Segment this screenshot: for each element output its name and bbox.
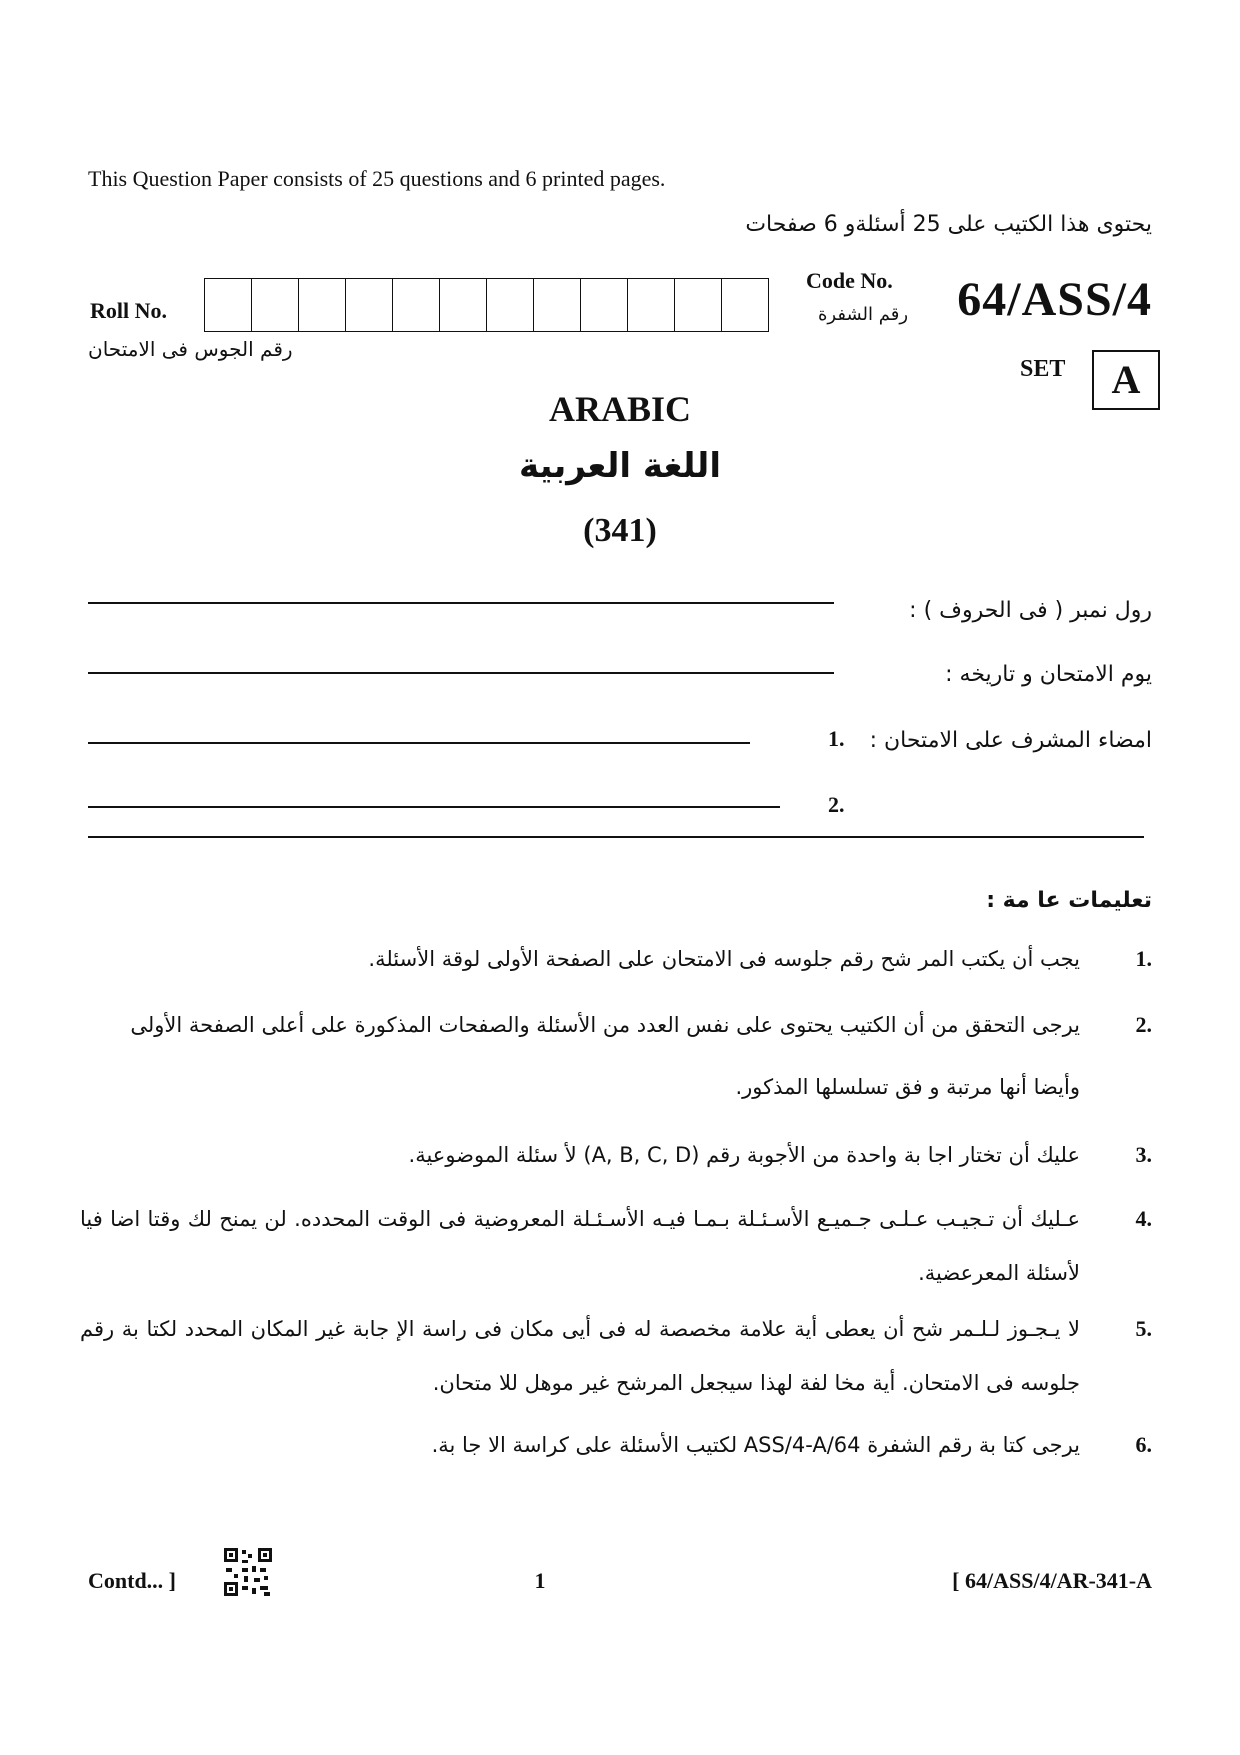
signature-2-line[interactable] bbox=[88, 806, 780, 808]
instruction-text: عـليك أن تـجيـب عـلـى جـميـع الأسـئـلة بـمـا فيـه الأسـئـلة المعروضية فى الوقت المحدده. لن يمنح لك وقتا اضا فيا لأسئلة المعرعضية. bbox=[80, 1207, 1080, 1285]
instruction-text: يجب أن يكتب المر شح رقم جلوسه فى الامتحان على الصفحة الأولى لوقة الأسئلة. bbox=[368, 947, 1080, 971]
roll-in-words-line[interactable] bbox=[88, 602, 834, 604]
paper-info-arabic: يحتوى هذا الكتيب على 25 أسئلةو 6 صفحات bbox=[745, 212, 1152, 237]
instruction-text: لا يـجـوز لـلـمر شح أن يعطى أية علامة مخصصة له فى أيى مكان فى راسة الإ جابة غير المكان المحدد لكتا بة رقم جلوسه فى الامتحان. أية مخا لفة لهذا سيجعل المرشح غير موهل للا متحان. bbox=[80, 1317, 1080, 1395]
signature-1-line[interactable] bbox=[88, 742, 750, 744]
paper-reference-code: [ 64/ASS/4/AR-341-A bbox=[952, 1568, 1152, 1593]
code-number-label: Code No. bbox=[806, 268, 893, 293]
continued-marker: Contd... ] bbox=[88, 1568, 177, 1593]
code-number: 64/ASS/4 bbox=[957, 273, 1152, 326]
exam-date-line[interactable] bbox=[88, 672, 834, 674]
page-number: 1 bbox=[534, 1568, 546, 1593]
code-number-label-arabic: رقم الشفرة bbox=[818, 304, 909, 325]
exam-date-label: يوم الامتحان و تاريخه : bbox=[945, 662, 1152, 687]
subject-title-arabic: اللغة العربية bbox=[519, 446, 721, 486]
roll-digit-box[interactable] bbox=[628, 279, 675, 331]
instruction-number: 2. bbox=[1135, 1012, 1152, 1037]
signature-1-number: 1. bbox=[828, 726, 845, 751]
roll-number-label-arabic: رقم الجوس فى الامتحان bbox=[88, 337, 293, 361]
instruction-text-continued: وأيضا أنها مرتبة و فق تسلسلها المذكور. bbox=[735, 1075, 1080, 1099]
instruction-number: 1. bbox=[1135, 946, 1152, 971]
signature-2-number: 2. bbox=[828, 792, 845, 817]
roll-number-boxes[interactable] bbox=[204, 278, 769, 332]
instruction-number: 5. bbox=[1135, 1316, 1152, 1341]
subject-code: (341) bbox=[583, 512, 657, 549]
roll-digit-box[interactable] bbox=[487, 279, 534, 331]
instruction-number: 4. bbox=[1135, 1206, 1152, 1231]
roll-digit-box[interactable] bbox=[393, 279, 440, 331]
roll-digit-box[interactable] bbox=[581, 279, 628, 331]
roll-digit-box[interactable] bbox=[534, 279, 581, 331]
set-label: SET bbox=[1020, 356, 1066, 382]
instructions-heading: تعليمات عا مة : bbox=[986, 888, 1152, 913]
section-divider bbox=[88, 836, 1144, 838]
roll-number-label: Roll No. bbox=[90, 298, 167, 323]
roll-digit-box[interactable] bbox=[346, 279, 393, 331]
subject-title-english: ARABIC bbox=[548, 389, 691, 429]
paper-info-english: This Question Paper consists of 25 questions and 6 printed pages. bbox=[88, 166, 666, 191]
instruction-text: يرجى التحقق من أن الكتيب يحتوى على نفس العدد من الأسئلة والصفحات المذكورة على أعلى الصفحة الأولى bbox=[130, 1013, 1080, 1037]
roll-in-words-label: رول نمبر ( فى الحروف ) : bbox=[909, 598, 1152, 623]
instruction-number: 3. bbox=[1135, 1142, 1152, 1167]
set-value-box: A bbox=[1092, 350, 1160, 410]
roll-digit-box[interactable] bbox=[440, 279, 487, 331]
roll-digit-box[interactable] bbox=[299, 279, 346, 331]
instruction-text: يرجى كتا بة رقم الشفرة 64/ASS/4-A لكتيب الأسئلة على كراسة الا جا بة. bbox=[431, 1433, 1080, 1457]
instruction-number: 6. bbox=[1135, 1432, 1152, 1457]
roll-digit-box[interactable] bbox=[722, 279, 768, 331]
invigilator-signature-label: امضاء المشرف على الامتحان : bbox=[869, 728, 1152, 753]
roll-digit-box[interactable] bbox=[675, 279, 722, 331]
roll-digit-box[interactable] bbox=[252, 279, 299, 331]
roll-digit-box[interactable] bbox=[205, 279, 252, 331]
instruction-text: عليك أن تختار اجا بة واحدة من الأجوبة رقم (A, B, C, D) لأ سئلة الموضوعية. bbox=[408, 1143, 1080, 1167]
